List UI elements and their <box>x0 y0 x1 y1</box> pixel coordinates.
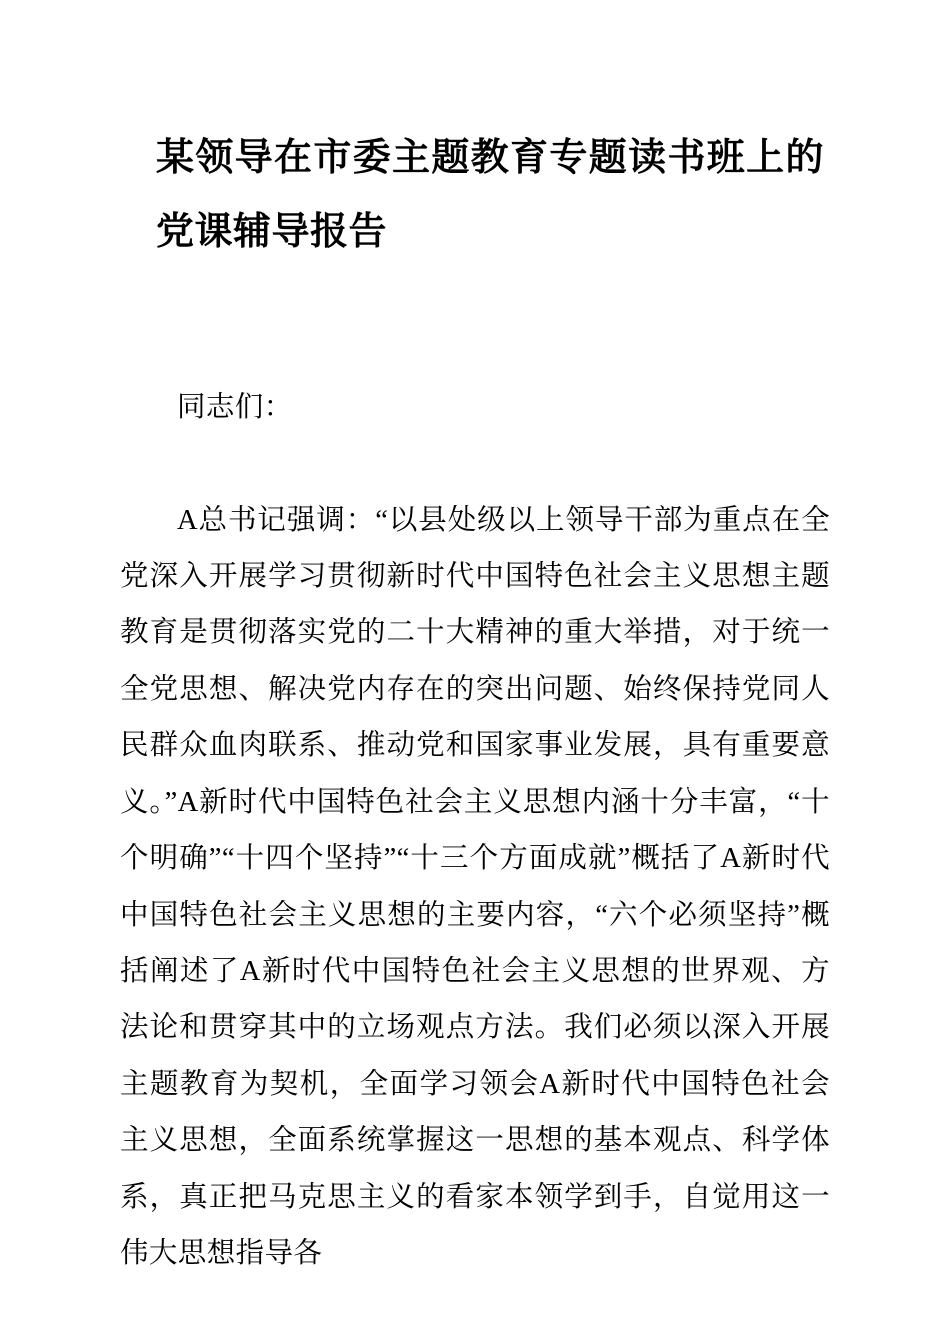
body-paragraph-1: A总书记强调：“以县处级以上领导干部为重点在全党深入开展学习贯彻新时代中国特色社会主义思想主题教育是贯彻落实党的二十大精神的重大举措，对于统一全党思想、解决党内存在的突出问题、始终保持党同人民群众血肉联系、推动党和国家事业发展，具有重要意义。”A新时代中国特色社会主义思想内涵十分丰富，“十个明确”“十四个坚持”“十三个方面成就”概括了A新时代中国特色社会主义思想的主要内容，“六个必须坚持”概括阐述了A新时代中国特色社会主义思想的世界观、方法论和贯穿其中的立场观点方法。我们必须以深入开展主题教育为契机，全面学习领会A新时代中国特色社会主义思想，全面系统掌握这一思想的基本观点、科学体系，真正把马克思主义的看家本领学到手，自觉用这一伟大思想指导各 <box>120 504 830 1270</box>
document-body <box>120 380 830 1282</box>
page-title: 某领导在市委主题教育专题读书班上的党课辅导报告 <box>156 135 824 254</box>
salutation-paragraph: 同志们： <box>177 392 293 424</box>
